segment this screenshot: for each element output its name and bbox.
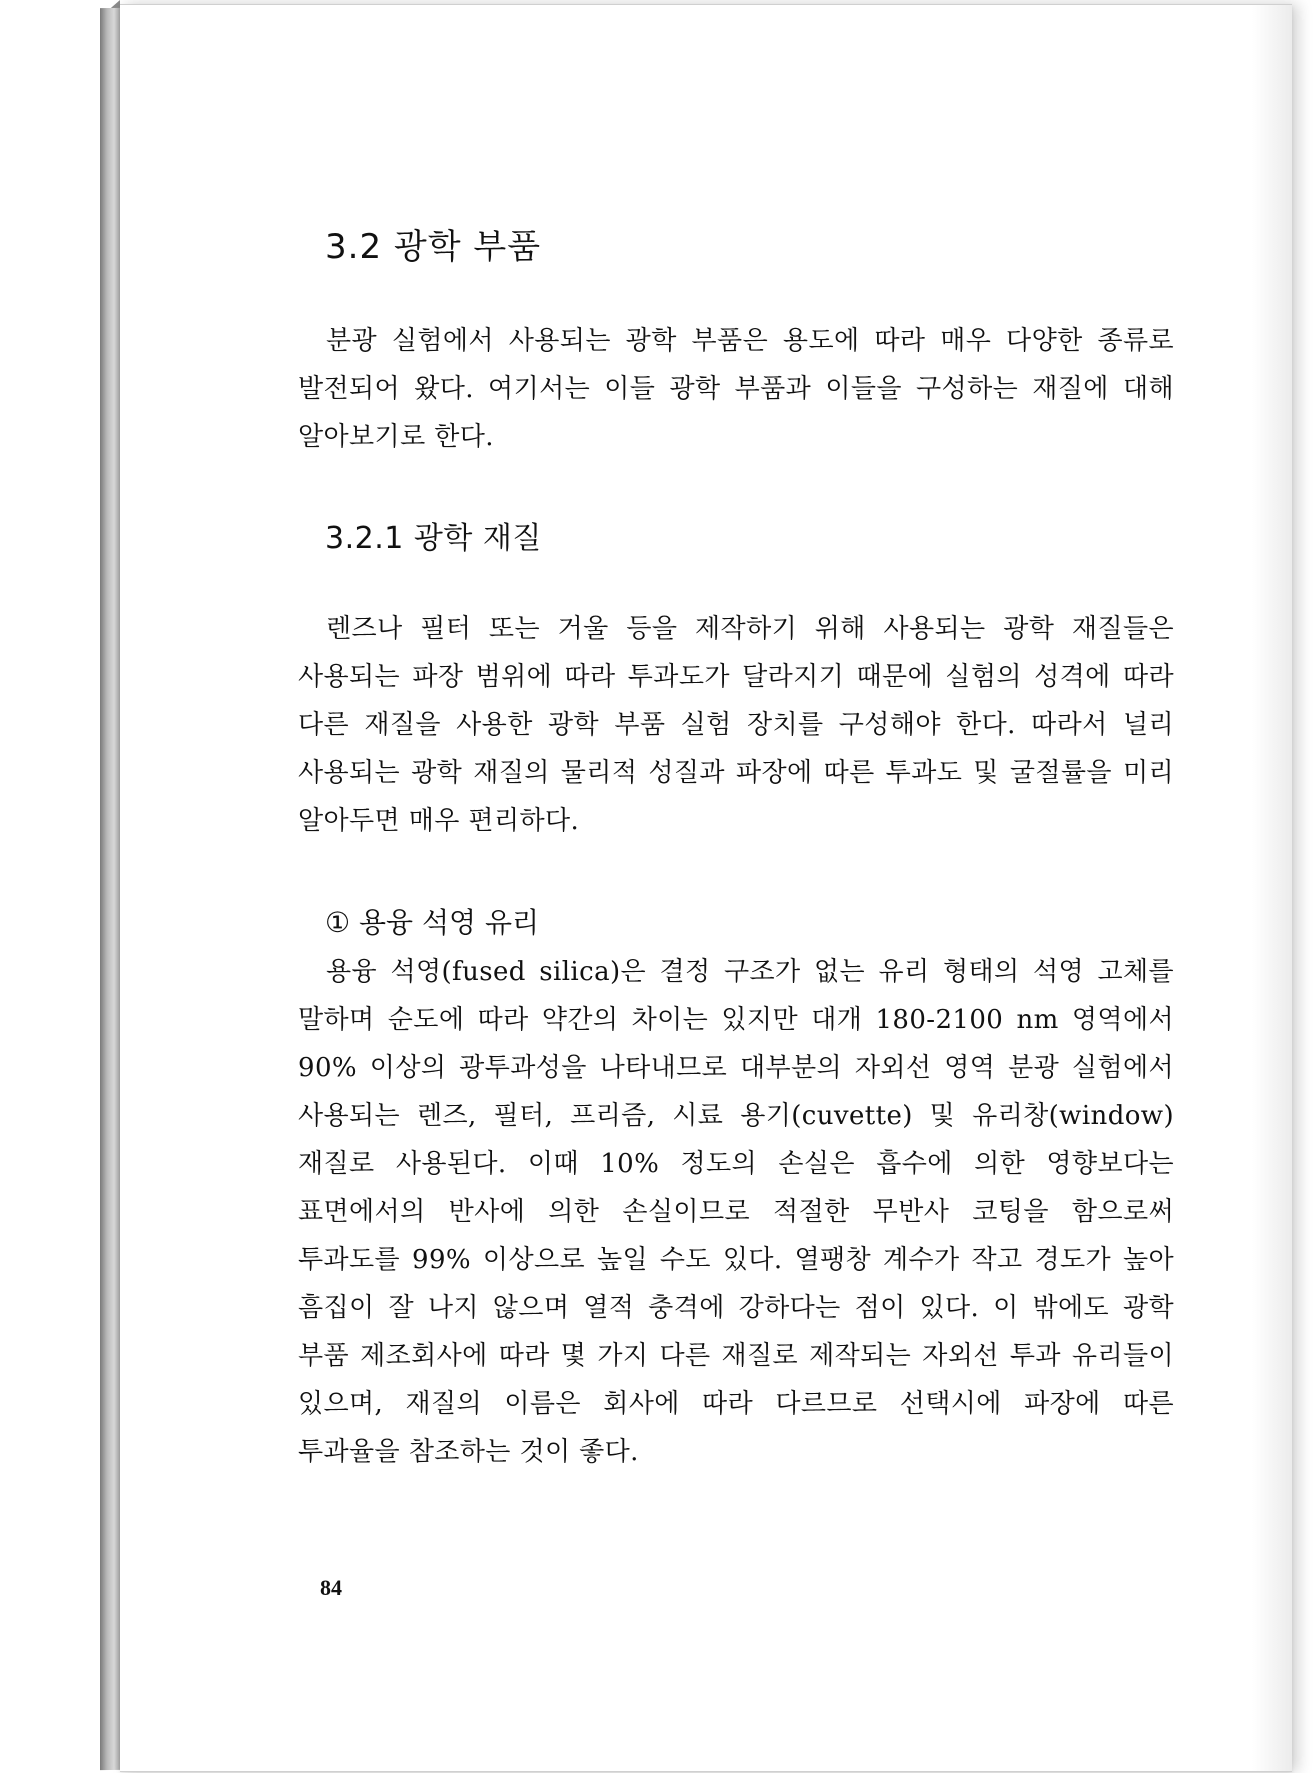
intro-paragraph: 분광 실험에서 사용되는 광학 부품은 용도에 따라 매우 다양한 종류로 발전되어 왔다. 여기서는 이들 광학 부품과 이들을 구성하는 재질에 대해 알아보기로 한다. (298, 326, 1174, 452)
section-heading: 3.2 광학 부품 (325, 227, 542, 267)
book-spine-edge (100, 8, 120, 1770)
subsection-paragraph: 렌즈나 필터 또는 거울 등을 제작하기 위해 사용되는 광학 재질들은 사용되는 파장 범위에 따라 투과도가 달라지기 때문에 실험의 성격에 따라 다른 재질을 사용한 광학 부품 실험 장치를 구성해야 한다. 따라서 널리 사용되는 광학 재질의 물리적 성질과 파장에 따른 투과도 및 굴절률을 미리 알아두면 매우 편리하다. (298, 614, 1174, 836)
subsection-heading: 3.2.1 광학 재질 (325, 521, 542, 556)
page-shadow (1252, 5, 1292, 1771)
item-heading: ① 용융 석영 유리 (325, 906, 540, 939)
item-paragraph: 용융 석영(fused silica)은 결정 구조가 없는 유리 형태의 석영 고체를 말하며 순도에 따라 약간의 차이는 있지만 대개 180-2100 nm 영역에서 90% 이상의 광투과성을 나타내므로 대부분의 자외선 영역 분광 실험에서 사용되는 렌즈, 필터, 프리즘, 시료 용기(cuvette) 및 유리창(window) 재질로 사용된다. 이때 10% 정도의 손실은 흡수에 의한 영향보다는 표면에서의 반사에 의한 손실이므로 적절한 무반사 코팅을 함으로써 투과도를 99% 이상으로 높일 수도 있다. 열팽창 계수가 작고 경도가 높아 흠집이 잘 나지 않으며 열적 충격에 강하다는 점이 있다. 이 밖에도 광학 부품 제조회사에 따라 몇 가지 다른 재질로 제작되는 자외선 투과 유리들이 있으며, 재질의 이름은 회사에 따라 다르므로 선택시에 파장에 따른 투과율을 참조하는 것이 좋다. (298, 957, 1174, 1467)
page-number: 84 (320, 1575, 342, 1600)
document-page (120, 4, 1292, 1772)
